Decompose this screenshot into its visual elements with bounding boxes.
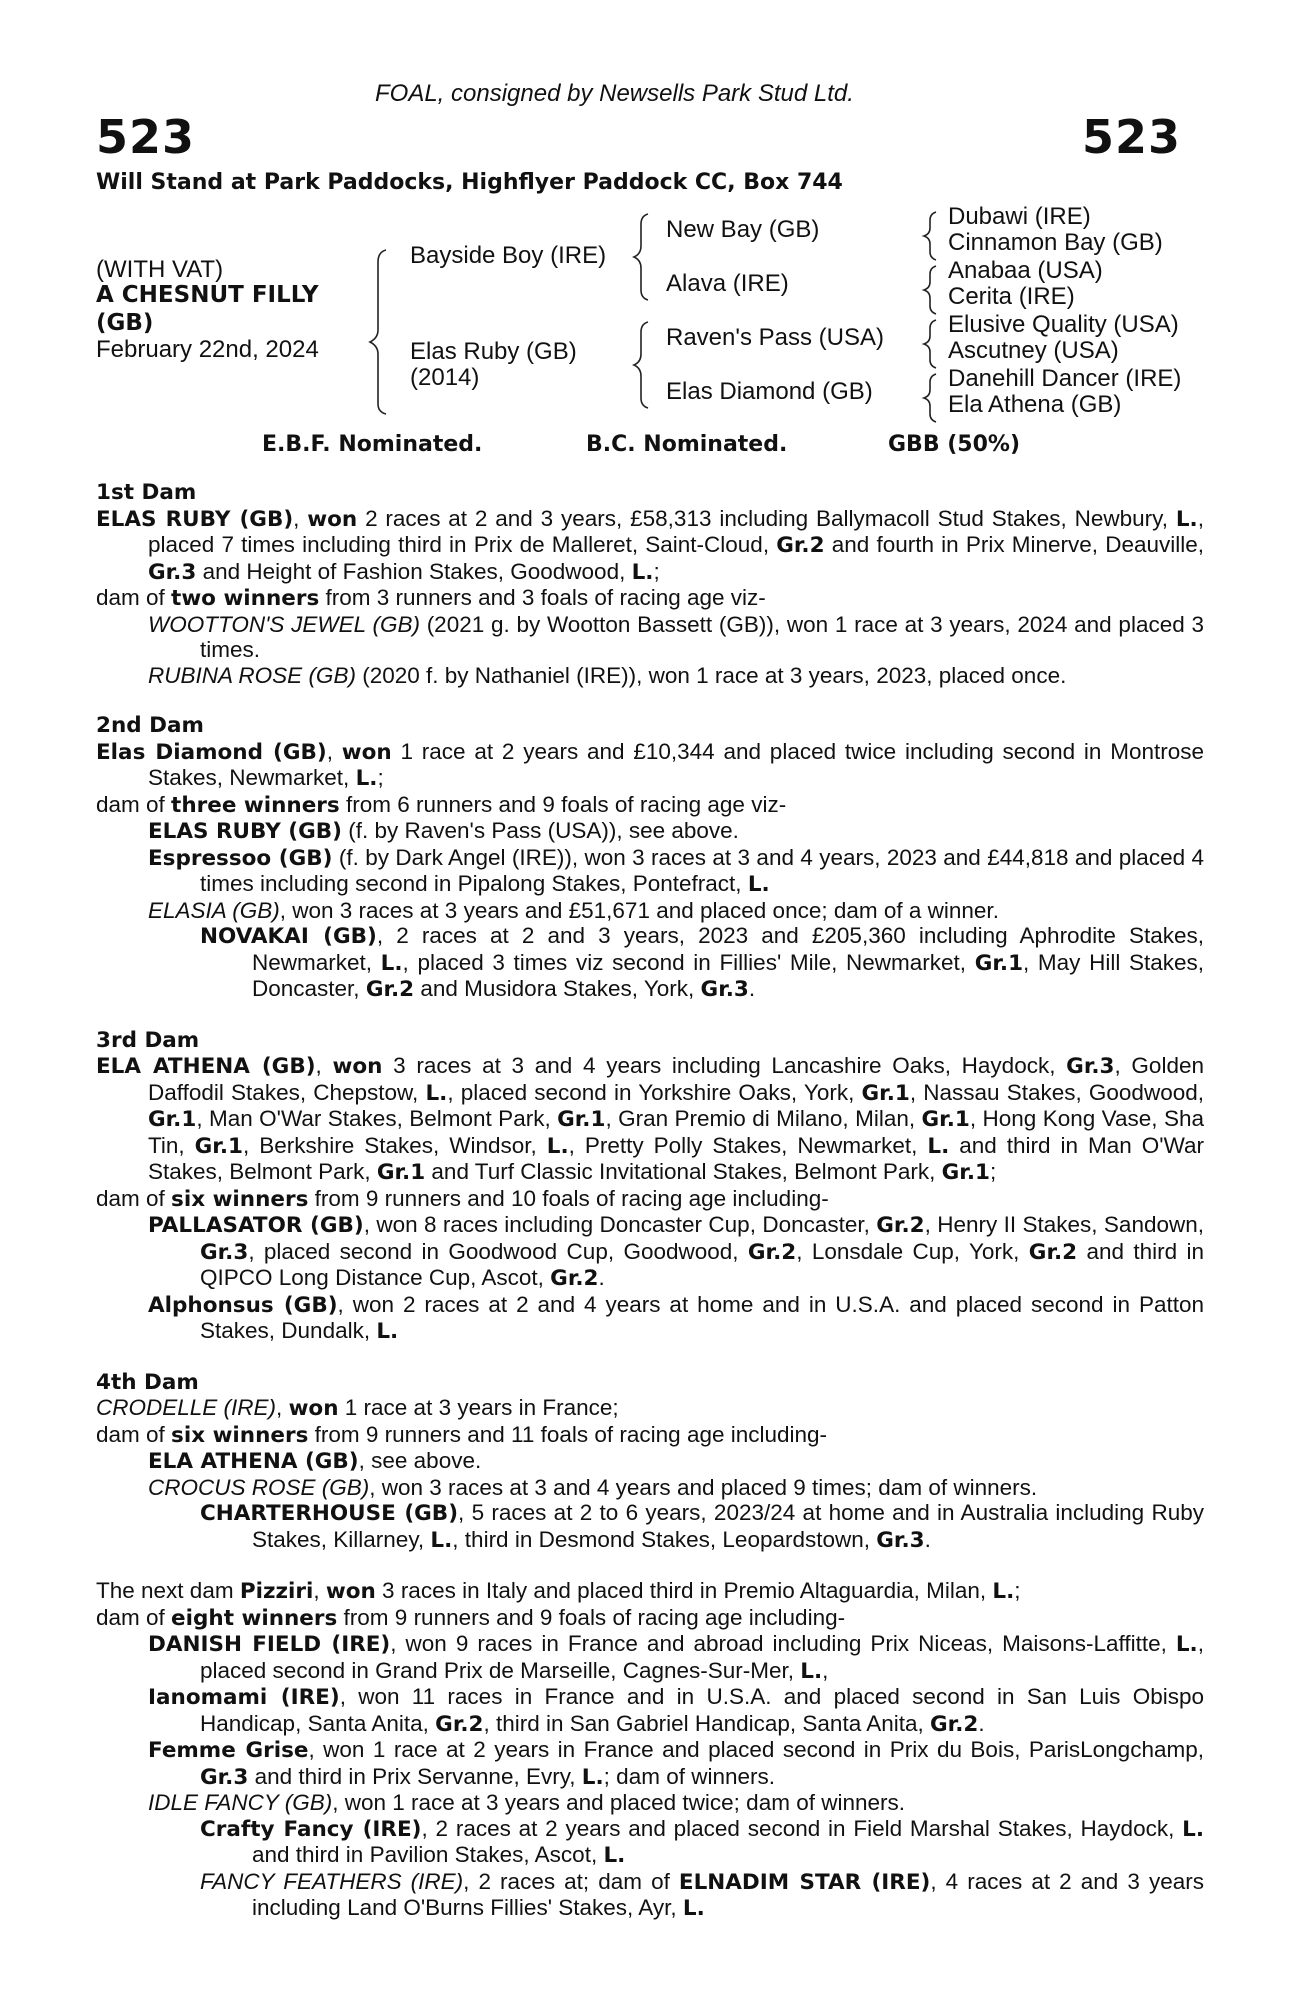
progeny-entry: Espressoo (GB) (f. by Dark Angel (IRE)), won 3 races at 3 and 4 years, 2023 and £44,818 and placed 4 times including second in Pipalong Stakes, Pontefract, L. xyxy=(148,844,1204,897)
paragraph-next-dam: The next dam Pizziri, won 3 races in Italy and placed third in Premio Altaguardia, Milan, L.; xyxy=(96,1578,1021,1604)
progeny-entry: ELA ATHENA (GB), see above. xyxy=(148,1448,482,1474)
dam-year: (2014) xyxy=(410,364,480,391)
dam-record-line: dam of three winners from 6 runners and 9 foals of racing age viz- xyxy=(96,791,787,818)
lot-number-left: 523 xyxy=(96,110,196,164)
bracket-g34 xyxy=(924,266,936,314)
bracket-sire xyxy=(634,214,648,300)
gen3-5: Elusive Quality (USA) xyxy=(948,311,1179,338)
progeny-entry: CHARTERHOUSE (GB), 5 races at 2 to 6 years, 2023/24 at home and in Australia including Ruby Stakes, Killarney, L., third in Desmond Stakes, Leopardstown, Gr.3. xyxy=(200,1500,1205,1553)
dam: Elas Ruby (GB) xyxy=(410,338,577,365)
produce-record xyxy=(96,480,1204,1922)
dam-record-line: dam of two winners from 3 runners and 3 foals of racing age viz- xyxy=(96,585,766,611)
paragraph-3rd-dam: ELA ATHENA (GB), won 3 races at 3 and 4 years including Lancashire Oaks, Haydock, Gr.3, Golden Daffodil Stakes, Chepstow, L., placed second in Yorkshire Oaks, York, Gr.1, Nassau Stakes, Goodwood, Gr.1, Man O'War Stakes, Belmont Park, Gr.1, Gran Premio di Milano, Milan, Gr.1, Hong Kong Vase, Sha Tin, Gr.1, Berkshire Stakes, Windsor, L., Pretty Polly Stakes, Newmarket, L. and third in Man O'War Stakes, Belmont Park, Gr.1 and Turf Classic Invitational Stakes, Belmont Park, Gr.1; xyxy=(96,1053,1204,1185)
gen3-8: Ela Athena (GB) xyxy=(948,391,1122,418)
progeny-entry: CROCUS ROSE (GB), won 3 races at 3 and 4 years and placed 9 times; dam of winners. xyxy=(148,1474,1038,1500)
horse-name-country: (GB) xyxy=(96,310,154,336)
ebf-nominated: E.B.F. Nominated. xyxy=(262,432,483,457)
bc-nominated: B.C. Nominated. xyxy=(586,432,788,457)
consignment-line: FOAL, consigned by Newsells Park Stud Ltd. xyxy=(375,80,854,107)
bracket-g56 xyxy=(924,320,936,368)
progeny-entry: PALLASATOR (GB), won 8 races including Doncaster Cup, Doncaster, Gr.2, Henry II Stakes, Sandown, Gr.3, placed second in Goodwood Cup, Goodwood, Gr.2, Lonsdale Cup, York, Gr.2 and third in QIPCO Long Distance Cup, Ascot, Gr.2. xyxy=(148,1212,1205,1291)
sire: Bayside Boy (IRE) xyxy=(410,242,607,269)
dam-record-line: dam of eight winners from 9 runners and 9 foals of racing age including- xyxy=(96,1604,846,1631)
date-of-birth: February 22nd, 2024 xyxy=(96,336,319,363)
dam-dam: Elas Diamond (GB) xyxy=(666,378,873,405)
progeny-entry: NOVAKAI (GB), 2 races at 2 and 3 years, 2023 and £205,360 including Aphrodite Stakes, Newmarket, L., placed 3 times viz second in Fillies' Mile, Newmarket, Gr.1, May Hill Stakes, Doncaster, Gr.2 and Musidora Stakes, York, Gr.3. xyxy=(200,923,1205,1002)
progeny-entry: FANCY FEATHERS (IRE), 2 races at; dam of ELNADIM STAR (IRE), 4 races at 2 and 3 years including Land O'Burns Fillies' Stakes, Ayr, L. xyxy=(200,1868,1204,1921)
dam-record-line: dam of six winners from 9 runners and 11 foals of racing age including- xyxy=(96,1421,828,1448)
paragraph-2nd-dam: Elas Diamond (GB), won 1 race at 2 years and £10,344 and placed twice including second in Montrose Stakes, Newmarket, L.; xyxy=(96,738,1204,791)
progeny-entry: Alphonsus (GB), won 2 races at 2 and 4 years at home and in U.S.A. and placed second in Patton Stakes, Dundalk, L. xyxy=(148,1291,1204,1344)
gen3-1: Dubawi (IRE) xyxy=(948,203,1091,230)
gbb-rating: GBB (50%) xyxy=(888,432,1021,457)
section-heading-3rd-dam: 3rd Dam xyxy=(96,1027,200,1053)
gen3-6: Ascutney (USA) xyxy=(948,337,1119,364)
bracket-g78 xyxy=(924,374,936,422)
progeny-entry: ELAS RUBY (GB) (f. by Raven's Pass (USA)), see above. xyxy=(148,818,739,844)
paragraph-1st-dam: ELAS RUBY (GB), won 2 races at 2 and 3 years, £58,313 including Ballymacoll Stud Stakes, Newbury, L., placed 7 times including third in Prix de Malleret, Saint-Cloud, Gr.2 and fourth in Prix Minerve, Deauville, Gr.3 and Height of Fashion Stakes, Goodwood, L.; xyxy=(96,505,1205,585)
section-heading-1st-dam: 1st Dam xyxy=(96,480,197,505)
gen3-7: Danehill Dancer (IRE) xyxy=(948,365,1182,392)
paragraph-4th-dam: CRODELLE (IRE), won 1 race at 3 years in France; xyxy=(96,1395,619,1421)
progeny-entry: DANISH FIELD (IRE), won 9 races in France and abroad including Prix Niceas, Maisons-Laffitte, L., placed second in Grand Prix de Marseille, Cagnes-Sur-Mer, L., xyxy=(148,1631,1204,1684)
vat-label: (WITH VAT) xyxy=(96,256,224,283)
progeny-entry: RUBINA ROSE (GB) (2020 f. by Nathaniel (IRE)), won 1 race at 3 years, 2023, placed once. xyxy=(148,662,1067,688)
lot-number-right: 523 xyxy=(1082,110,1182,164)
gen3-2: Cinnamon Bay (GB) xyxy=(948,229,1163,256)
sire-sire: New Bay (GB) xyxy=(666,216,820,243)
dam-sire: Raven's Pass (USA) xyxy=(666,324,884,351)
progeny-entry: IDLE FANCY (GB), won 1 race at 3 years and placed twice; dam of winners. xyxy=(148,1790,905,1815)
progeny-entry: ELASIA (GB), won 3 races at 3 years and £51,671 and placed once; dam of a winner. xyxy=(148,897,999,923)
section-heading-2nd-dam: 2nd Dam xyxy=(96,713,204,738)
bracket-main xyxy=(370,250,386,414)
gen3-4: Cerita (IRE) xyxy=(948,283,1075,310)
bracket-dam xyxy=(634,322,648,408)
progeny-entry: Femme Grise, won 1 race at 2 years in France and placed second in Prix du Bois, ParisLongchamp, Gr.3 and third in Prix Servanne, Evry, L.; dam of winners. xyxy=(148,1737,1204,1790)
gen3-3: Anabaa (USA) xyxy=(948,257,1103,284)
section-heading-4th-dam: 4th Dam xyxy=(96,1369,199,1395)
horse-name: A CHESNUT FILLY xyxy=(96,282,319,308)
dam-record-line: dam of six winners from 9 runners and 10 foals of racing age including- xyxy=(96,1185,829,1212)
sire-dam: Alava (IRE) xyxy=(666,270,789,297)
progeny-entry: WOOTTON'S JEWEL (GB) (2021 g. by Wootton Bassett (GB)), won 1 race at 3 years, 2024 and placed 3 times. xyxy=(148,611,1204,662)
progeny-entry: Crafty Fancy (IRE), 2 races at 2 years and placed second in Field Marshal Stakes, Haydock, L. and third in Pavilion Stakes, Ascot, L. xyxy=(200,1815,1204,1868)
bracket-g12 xyxy=(924,212,936,260)
stand-location: Will Stand at Park Paddocks, Highflyer Paddock CC, Box 744 xyxy=(96,170,843,195)
progeny-entry: Ianomami (IRE), won 11 races in France and in U.S.A. and placed second in San Luis Obispo Handicap, Santa Anita, Gr.2, third in San Gabriel Handicap, Santa Anita, Gr.2. xyxy=(148,1684,1204,1737)
